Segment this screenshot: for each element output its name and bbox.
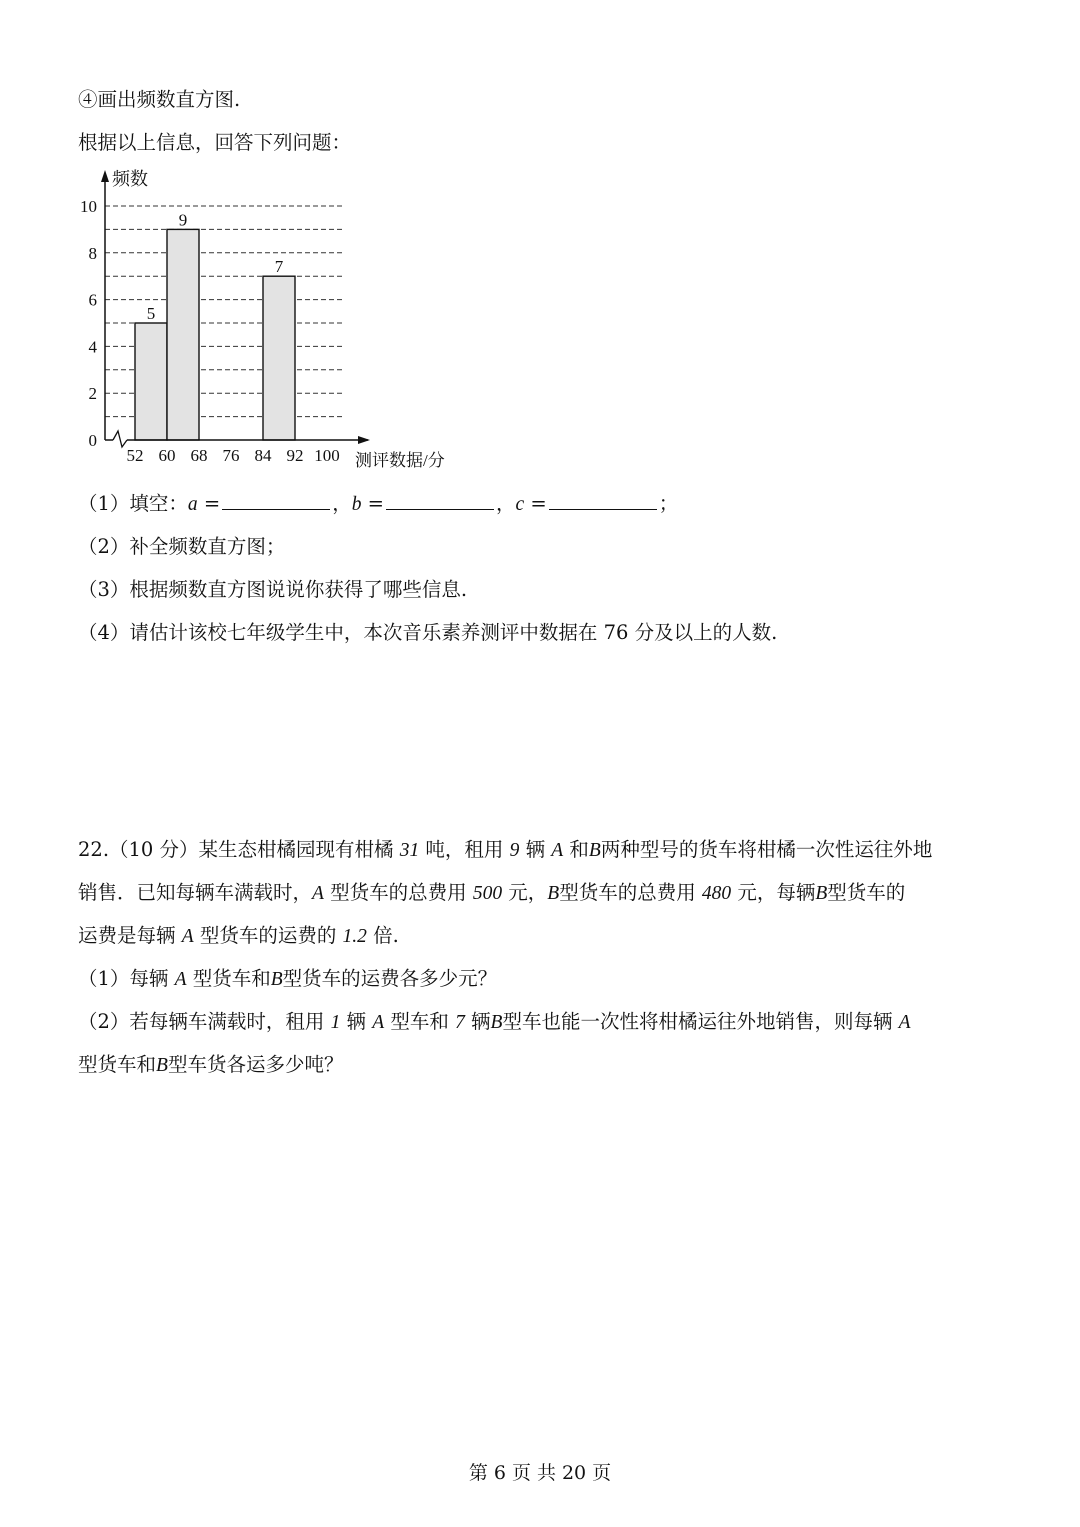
var-B: B xyxy=(270,969,283,990)
q22-text: 辆 xyxy=(519,838,552,861)
q22-sub2 xyxy=(78,1008,911,1037)
bar-value-label: 7 xyxy=(274,257,284,277)
q22-sub2-cont xyxy=(78,1051,343,1080)
x-tick-label: 52 xyxy=(126,446,144,465)
q22-num: 480 xyxy=(701,883,732,904)
q22-num: 9 xyxy=(509,840,520,861)
q21-part4: （4）请估计该校七年级学生中，本次音乐素养测评中数据在 76 分及以上的人数. xyxy=(78,621,778,644)
y-tick-label: 8 xyxy=(88,243,97,263)
var-A: A xyxy=(312,883,324,904)
var-A: A xyxy=(181,926,194,947)
q22-num: 31 xyxy=(399,840,420,861)
q22-text: 型货车的运费的 xyxy=(193,924,343,947)
q22-line3 xyxy=(78,922,399,951)
eq-c: = xyxy=(524,492,547,515)
var-A: A xyxy=(372,1012,385,1033)
q22-num: 1 xyxy=(330,1012,341,1033)
q22-text: 倍. xyxy=(366,924,399,947)
y-tick-label: 0 xyxy=(88,431,97,450)
comma-a: ， xyxy=(332,492,352,515)
bar-value-label: 5 xyxy=(146,304,156,323)
axis-break-icon xyxy=(113,431,127,447)
x-axis-title: 测评数据/分 xyxy=(355,451,445,470)
step4-text: ④画出频数直方图. xyxy=(78,88,241,111)
var-B: B xyxy=(588,840,601,861)
q21-part2: （2）补全频数直方图； xyxy=(78,535,286,558)
x-tick-label: 92 xyxy=(286,446,304,465)
frequency-histogram xyxy=(70,160,480,480)
x-tick-label: 100 xyxy=(314,446,340,465)
q22-text: 元， xyxy=(502,881,548,904)
semicolon: ； xyxy=(658,492,679,515)
var-A: A xyxy=(551,840,564,861)
histogram-bar xyxy=(135,323,167,440)
q22-text: 型货车的总费用 xyxy=(559,881,702,904)
x-tick-label: 84 xyxy=(254,446,272,465)
q22-text: 型车也能一次性将柑橘运往外地销售，则每辆 xyxy=(502,1010,899,1033)
q22-number: 22.（10 分） xyxy=(78,838,199,861)
bar-value-label: 9 xyxy=(178,210,188,230)
x-tick-label: 60 xyxy=(158,446,176,465)
q22-text: 吨，租用 xyxy=(419,838,510,861)
intro-text: 根据以上信息，回答下列问题： xyxy=(78,131,352,154)
q22-num: 7 xyxy=(455,1012,465,1033)
x-tick-label: 76 xyxy=(222,446,240,465)
q21-part1 xyxy=(78,490,678,519)
q22-text: 两种型号的货车将柑橘一次性运往外地 xyxy=(600,838,933,861)
q22-text: 运费是每辆 xyxy=(78,924,182,947)
q22-text: （1）每辆 xyxy=(78,967,175,990)
y-tick-label: 10 xyxy=(80,197,97,216)
y-tick-label: 6 xyxy=(88,290,97,310)
footer-text: 第 xyxy=(468,1462,488,1484)
q21-part3: （3）根据频数直方图说说你获得了哪些信息. xyxy=(78,578,468,601)
q22-text: 辆 xyxy=(340,1010,373,1033)
blank-a[interactable] xyxy=(222,493,330,510)
q22-line2 xyxy=(78,879,905,908)
comma-b: ， xyxy=(496,492,516,515)
var-B: B xyxy=(547,883,560,904)
q22-text: 元，每辆 xyxy=(731,881,816,904)
q22-text: 某生态柑橘园现有柑橘 xyxy=(198,838,400,861)
var-B: B xyxy=(490,1012,503,1033)
q22-line1 xyxy=(78,836,932,865)
q22-text: 和 xyxy=(563,838,589,861)
page-number: 6 xyxy=(493,1462,506,1484)
q22-sub1 xyxy=(78,965,497,994)
blank-c[interactable] xyxy=(549,493,657,510)
q22-text: 型车和 xyxy=(384,1010,456,1033)
q22-text: 辆 xyxy=(464,1010,491,1033)
y-tick-label: 4 xyxy=(88,337,97,357)
x-tick-label: 68 xyxy=(190,446,208,465)
var-A: A xyxy=(898,1012,911,1033)
q22-text: 型货车和 xyxy=(78,1053,157,1076)
page-total: 20 xyxy=(561,1462,587,1484)
q22-text: 型货车的 xyxy=(827,881,906,904)
q22-text: 型货车和 xyxy=(186,967,271,990)
q22-text: 型货车的总费用 xyxy=(323,881,473,904)
histogram-bar xyxy=(167,229,199,440)
q22-text: 型车货各运多少吨？ xyxy=(167,1053,344,1076)
q22-num: 1.2 xyxy=(342,926,367,947)
eq-b: = xyxy=(361,492,385,515)
y-axis-title: 频数 xyxy=(112,169,148,189)
q22-num: 500 xyxy=(472,883,503,904)
y-axis-arrow xyxy=(101,170,109,182)
y-tick-label: 2 xyxy=(88,384,97,404)
eq-a: = xyxy=(197,492,221,515)
var-B: B xyxy=(815,883,828,904)
histogram-bar xyxy=(263,276,295,440)
blank-b[interactable] xyxy=(386,493,494,510)
var-b: b xyxy=(351,494,362,515)
q21-part1-prefix: （1）填空： xyxy=(78,492,188,515)
var-B: B xyxy=(156,1055,168,1076)
x-axis-arrow xyxy=(358,436,370,444)
page-footer xyxy=(0,1460,1080,1486)
footer-text: 共 xyxy=(536,1462,556,1484)
footer-text: 页 xyxy=(511,1462,531,1484)
footer-text: 页 xyxy=(592,1462,612,1484)
q22-text: 型货车的运费各多少元？ xyxy=(282,967,498,990)
var-a: a xyxy=(187,494,198,515)
var-c: c xyxy=(515,494,525,515)
q22-text: （2）若每辆车满载时，租用 xyxy=(78,1010,331,1033)
q22-text: 销售．已知每辆车满载时， xyxy=(78,881,313,904)
var-A: A xyxy=(174,969,187,990)
